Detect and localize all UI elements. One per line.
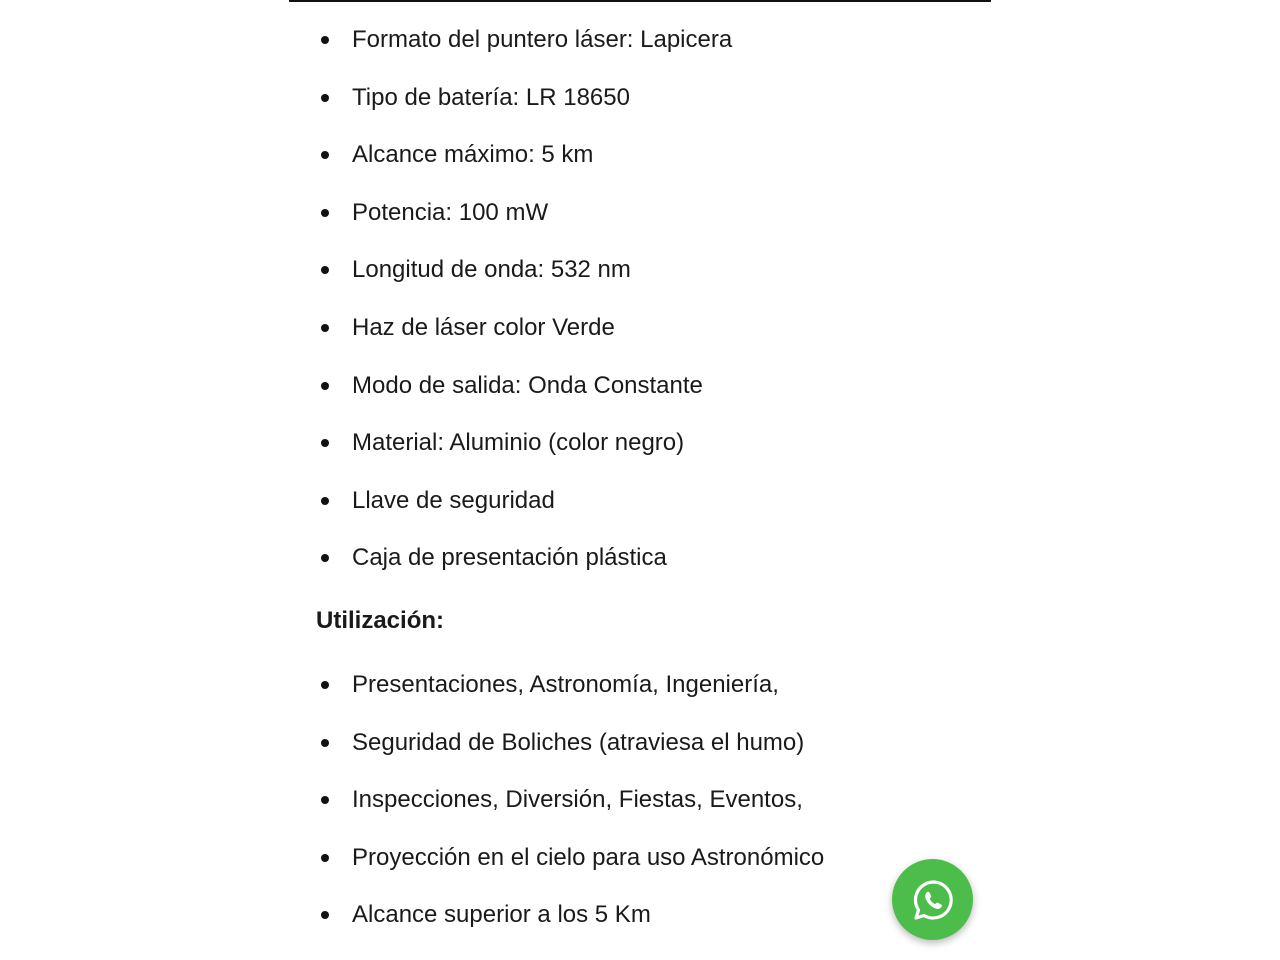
bullet-icon	[321, 554, 329, 562]
bullet-icon	[321, 796, 329, 804]
list-item	[316, 771, 824, 829]
bullet-icon	[321, 497, 329, 505]
list-item-text: Alcance máximo: 5 km	[352, 141, 594, 169]
specs-list	[316, 11, 732, 587]
list-item-text: Caja de presentación plástica	[352, 544, 667, 572]
list-item-text: Material: Aluminio (color negro)	[352, 429, 685, 457]
bullet-icon	[321, 209, 329, 217]
top-divider	[289, 0, 991, 2]
list-item-text: Modo de salida: Onda Constante	[352, 371, 703, 399]
bullet-icon	[321, 324, 329, 332]
list-item	[316, 69, 732, 127]
bullet-icon	[321, 266, 329, 274]
list-item	[316, 472, 732, 530]
list-item	[316, 829, 824, 887]
list-item	[316, 299, 732, 357]
bullet-icon	[321, 151, 329, 159]
list-item	[316, 656, 824, 714]
list-item-text: Alcance superior a los 5 Km	[352, 901, 651, 929]
list-item	[316, 714, 824, 772]
list-item	[316, 126, 732, 184]
list-item-text: Proyección en el cielo para uso Astronómico	[352, 843, 825, 871]
list-item	[316, 357, 732, 415]
list-item-text: Longitud de onda: 532 nm	[352, 256, 631, 284]
list-item	[316, 11, 732, 69]
list-item	[316, 529, 732, 587]
bullet-icon	[321, 36, 329, 44]
list-item-text: Inspecciones, Diversión, Fiestas, Eventos,	[352, 786, 803, 814]
bullet-icon	[321, 854, 329, 862]
list-item	[316, 886, 824, 944]
uses-list	[316, 656, 824, 944]
list-item	[316, 241, 732, 299]
bullet-icon	[321, 911, 329, 919]
uses-heading: Utilización:	[316, 607, 445, 634]
list-item-text: Seguridad de Boliches (atraviesa el humo)	[352, 728, 805, 756]
list-item-text: Haz de láser color Verde	[352, 313, 615, 341]
whatsapp-icon	[911, 878, 955, 922]
list-item-text: Tipo de batería: LR 18650	[352, 83, 630, 111]
list-item-text: Presentaciones, Astronomía, Ingeniería,	[352, 671, 779, 698]
bullet-icon	[321, 739, 329, 747]
bullet-icon	[321, 681, 329, 689]
list-item-text: Llave de seguridad	[352, 486, 555, 514]
bullet-icon	[321, 382, 329, 390]
bullet-icon	[321, 94, 329, 102]
bullet-icon	[321, 439, 329, 447]
list-item-text: Potencia: 100 mW	[352, 198, 549, 226]
list-item	[316, 184, 732, 242]
list-item-text: Formato del puntero láser: Lapicera	[352, 26, 733, 53]
list-item	[316, 414, 732, 472]
whatsapp-button[interactable]	[892, 859, 973, 940]
